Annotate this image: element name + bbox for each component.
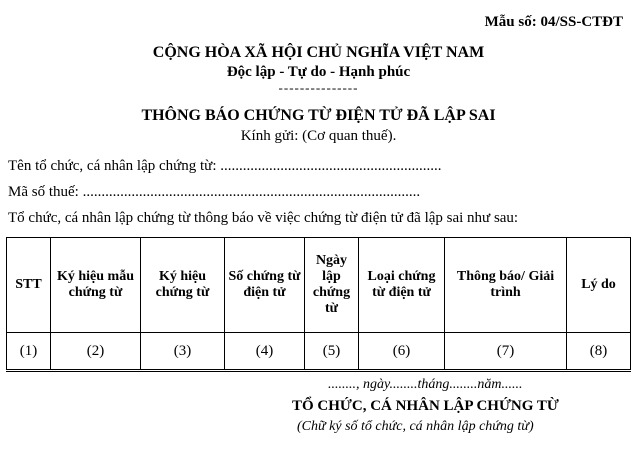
document-title: THÔNG BÁO CHỨNG TỪ ĐIỆN TỬ ĐÃ LẬP SAI: [141, 107, 496, 124]
issuer-name-field: Tên tổ chức, cá nhân lập chứng từ: ...........................................................: [8, 158, 442, 174]
table-cell: (2): [51, 333, 141, 371]
col-header-reason: Lý do: [567, 238, 631, 333]
table-cell: (4): [225, 333, 305, 371]
table-cell: (6): [359, 333, 445, 371]
table-cell: (5): [305, 333, 359, 371]
col-header-doc-symbol: Ký hiệu chứng từ: [141, 238, 225, 333]
col-header-doc-number: Số chứng từ điện tử: [225, 238, 305, 333]
table-cell: (3): [141, 333, 225, 371]
col-header-notice: Thông báo/ Giải trình: [445, 238, 567, 333]
col-header-stt: STT: [7, 238, 51, 333]
tax-code-field: Mã số thuế: ..........................................................................................: [8, 184, 421, 200]
certificate-table: [6, 237, 631, 372]
col-header-doc-type: Loại chứng từ điện tử: [359, 238, 445, 333]
table-header-row: [7, 238, 631, 333]
signer-note: (Chữ ký số tổ chức, cá nhân lập chứng từ): [297, 419, 534, 434]
form-code: Mẫu số: 04/SS-CTĐT: [484, 14, 623, 30]
table-cell: (7): [445, 333, 567, 371]
header-divider: ---------------: [278, 80, 359, 95]
signer-title: TỔ CHỨC, CÁ NHÂN LẬP CHỨNG TỪ: [292, 398, 559, 414]
recipient-line: Kính gửi: (Cơ quan thuế).: [240, 128, 397, 144]
national-motto: Độc lập - Tự do - Hạnh phúc: [226, 64, 411, 80]
intro-text: Tổ chức, cá nhân lập chứng từ thông báo về việc chứng từ điện tử đã lập sai như sau:: [8, 210, 519, 226]
national-title: CỘNG HÒA XÃ HỘI CHỦ NGHĨA VIỆT NAM: [152, 44, 485, 61]
col-header-form-symbol: Ký hiệu mẫu chứng từ: [51, 238, 141, 333]
date-line: ........, ngày........tháng........năm......: [328, 377, 523, 392]
table-cell: (1): [7, 333, 51, 371]
table-row: [7, 333, 631, 371]
table-cell: (8): [567, 333, 631, 371]
col-header-issue-date: Ngày lập chứng từ: [305, 238, 359, 333]
